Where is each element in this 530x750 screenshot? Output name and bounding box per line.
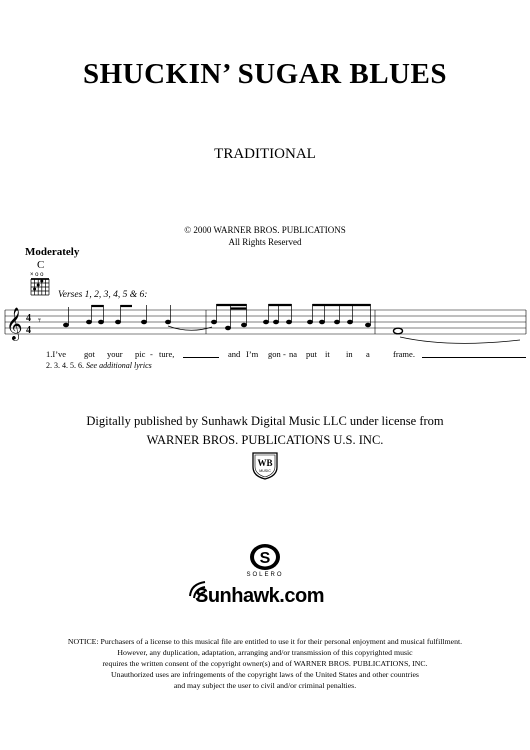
sunhawk-wordmark: Sunhawk.com <box>195 585 324 607</box>
chord-name: C <box>37 259 45 271</box>
lyric-syllable: pic <box>135 349 146 359</box>
wb-logo-text: WB <box>257 458 273 468</box>
lyric-syllable: your <box>107 349 123 359</box>
notice-line: However, any duplication, adaptation, arranging and/or transmission of this copyrighted music <box>117 648 413 657</box>
notice-line: Unauthorized uses are infringements of the copyright laws of the United States and other countries <box>111 670 419 679</box>
rights-line: All Rights Reserved <box>228 237 302 247</box>
page-title: SHUCKIN’ SUGAR BLUES <box>83 58 447 90</box>
additional-lyrics-label: See additional lyrics <box>86 361 152 370</box>
lyric-extender <box>422 357 526 358</box>
lyric-syllable: gon <box>268 349 281 359</box>
treble-clef-icon: 𝄞 <box>6 307 23 340</box>
notice-line: requires the written consent of the copyright owner(s) and of WARNER BROS. PUBLICATIONS, INC. <box>102 659 428 668</box>
lyric-syllable: it <box>325 349 330 359</box>
lyric-syllable: in <box>346 349 353 359</box>
music-staff <box>0 300 530 350</box>
tempo-marking: Moderately <box>25 246 80 258</box>
notice-line: NOTICE: Purchasers of a license to this musical file are entitled to use it for their personal enjoyment and musical fulfillment. <box>67 637 463 646</box>
copyright-line: © 2000 WARNER BROS. PUBLICATIONS <box>184 225 346 235</box>
wb-shield-icon <box>250 451 280 481</box>
publisher-line: Digitally published by Sunhawk Digital Music LLC under license from <box>86 414 444 428</box>
lyric-hyphen: - <box>283 349 286 359</box>
lyric-syllable: na <box>289 349 298 359</box>
eighth-rest-icon: 𝄾 <box>38 315 41 327</box>
lyric-syllable: ture, <box>159 349 175 359</box>
chord-diagram <box>28 270 54 304</box>
notice-line: and may subject the user to civil and/or criminal penalties. <box>173 681 357 690</box>
solero-letter: S <box>259 550 271 567</box>
lyric-syllable: 1.I’ve <box>46 349 67 359</box>
verses-label: Verses 1, 2, 3, 4, 5 & 6: <box>58 290 148 300</box>
lyric-hyphen: - <box>150 349 153 359</box>
composer: TRADITIONAL <box>214 146 316 162</box>
lyric-syllable: I’m <box>246 349 259 359</box>
solero-logo-icon <box>248 542 282 572</box>
time-signature-bottom: 4 <box>26 325 31 336</box>
solero-wordmark: SOLERO <box>246 572 284 578</box>
lyric-syllable: frame. <box>393 349 415 359</box>
lyric-syllable: got <box>84 349 95 359</box>
lyric-syllable: put <box>306 349 317 359</box>
chord-open-strings: × o o <box>30 272 44 278</box>
lyric-syllable: a <box>366 349 370 359</box>
wb-logo-subtext: MUSIC <box>259 469 271 473</box>
verse-numbers: 2. 3. 4. 5. 6. <box>46 361 84 370</box>
lyric-syllable: and <box>228 349 241 359</box>
time-signature-top: 4 <box>26 313 31 324</box>
additional-lyrics-note <box>46 361 152 370</box>
licensor-line: WARNER BROS. PUBLICATIONS U.S. INC. <box>146 433 384 447</box>
lyric-extender <box>183 357 219 358</box>
